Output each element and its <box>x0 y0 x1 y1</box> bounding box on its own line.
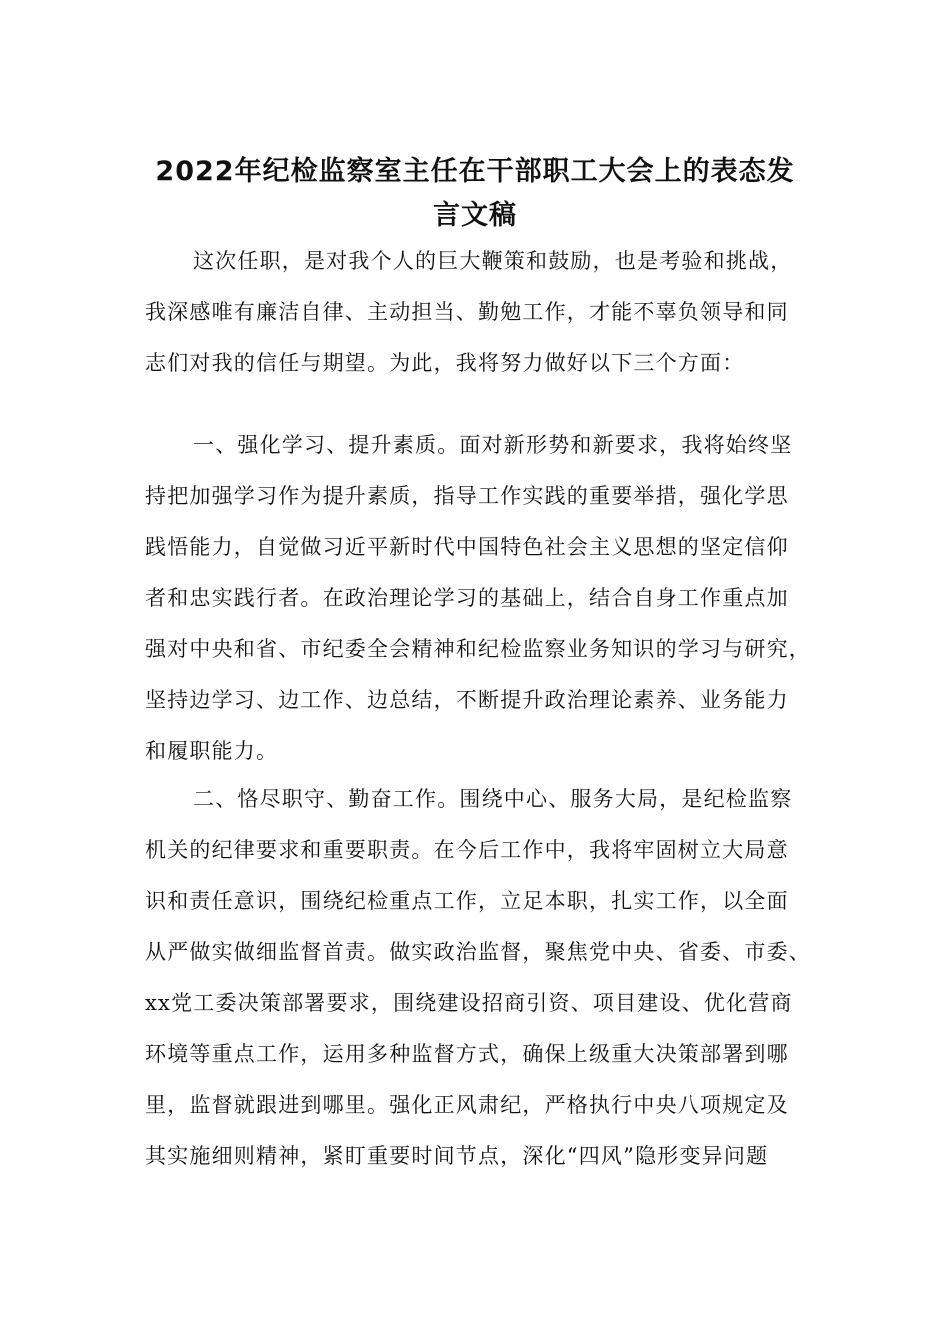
paragraph-line: 机关的纪律要求和重要职责。在今后工作中，我将牢固树立大局意 <box>145 838 789 862</box>
paragraph-line: 从严做实做细监督首责。做实政治监督，聚焦党中央、省委、市委、 <box>145 940 811 964</box>
paragraph-intro <box>145 236 815 389</box>
paragraph-line: 强对中央和省、市纪委全会精神和纪检监察业务知识的学习与研究， <box>145 637 811 661</box>
paragraph-line: xx党工委决策部署要求，围绕建设招商引资、项目建设、优化营商 <box>145 991 793 1015</box>
paragraph-duty <box>145 774 815 1182</box>
paragraph-line: 践悟能力，自觉做习近平新时代中国特色社会主义思想的坚定信仰 <box>145 535 789 559</box>
paragraph-line: 持把加强学习作为提升素质，指导工作实践的重要举措，强化学思 <box>145 484 789 508</box>
paragraph-line: 环境等重点工作，运用多种监督方式，确保上级重大决策部署到哪 <box>145 1042 789 1066</box>
paragraph-line: 一、强化学习、提升素质。面对新形势和新要求，我将始终坚 <box>193 433 793 457</box>
paragraph-line: 坚持边学习、边工作、边总结，不断提升政治理论素养、业务能力 <box>145 688 789 712</box>
document-title <box>130 150 820 238</box>
paragraph-line: 里，监督就跟进到哪里。强化正风肃纪，严格执行中央八项规定及 <box>145 1093 789 1117</box>
paragraph-line: 和履职能力。 <box>145 739 279 763</box>
paragraph-line: 这次任职，是对我个人的巨大鞭策和鼓励，也是考验和挑战， <box>193 249 793 273</box>
title-line-2: 言文稿 <box>433 200 517 231</box>
paragraph-study <box>145 420 815 777</box>
paragraph-line: 我深感唯有廉洁自律、主动担当、勤勉工作，才能不辜负领导和同 <box>145 300 789 324</box>
paragraph-line: 志们对我的信任与期望。为此，我将努力做好以下三个方面： <box>145 351 745 375</box>
paragraph-line: 其实施细则精神，紧盯重要时间节点，深化“四风”隐形变异问题 <box>145 1144 769 1168</box>
paragraph-line: 者和忠实践行者。在政治理论学习的基础上，结合自身工作重点加 <box>145 586 789 610</box>
paragraph-line: 识和责任意识，围绕纪检重点工作，立足本职，扎实工作，以全面 <box>145 889 789 913</box>
title-line-1: 2022年纪检监察室主任在干部职工大会上的表态发 <box>155 156 795 187</box>
paragraph-line: 二、恪尽职守、勤奋工作。围绕中心、服务大局，是纪检监察 <box>193 787 793 811</box>
